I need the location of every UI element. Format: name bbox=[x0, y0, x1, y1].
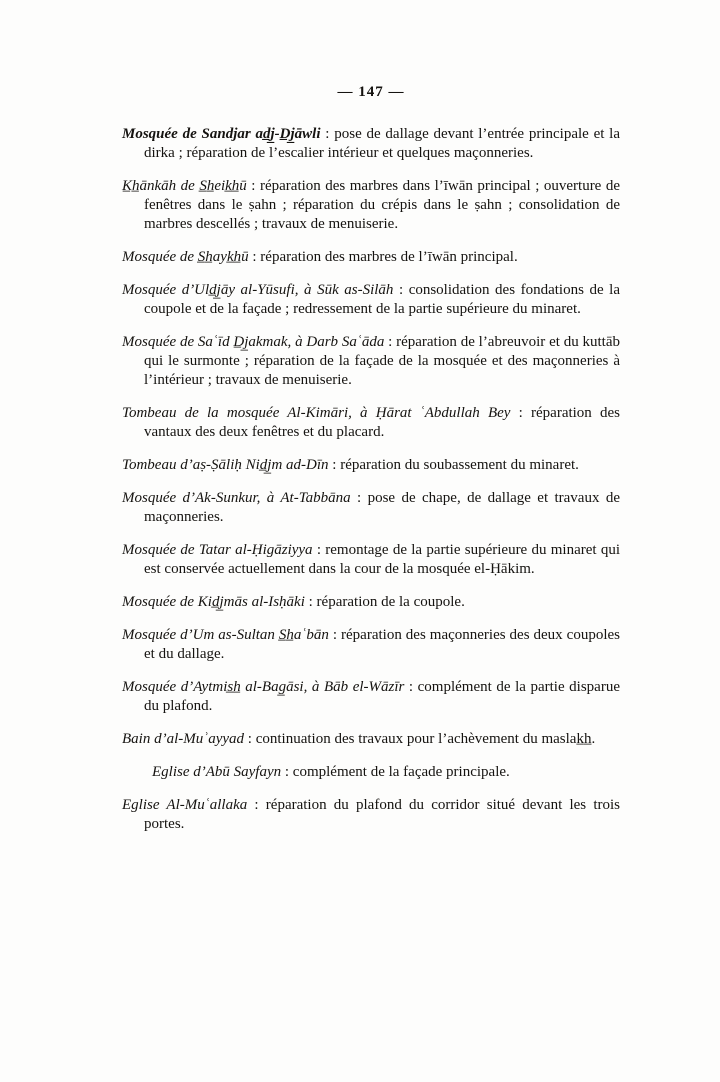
entry-description: : réparation du plafond du corridor situé devant les trois portes. bbox=[144, 797, 620, 832]
entry bbox=[122, 730, 620, 749]
entry-description: : réparation des vantaux des deux fenêtres et du placard. bbox=[144, 405, 620, 440]
monument-name: Tombeau de la mosquée Al-Kimāri, à Ḥārat ʿAbdullah Bey bbox=[122, 405, 511, 421]
entry bbox=[122, 404, 620, 442]
entry bbox=[122, 456, 620, 475]
entry-description: : réparation des marbres de l’īwān principal. bbox=[248, 249, 518, 265]
monument-name: Tombeau d’aṣ-Ṣāliḥ Nid̲j̲m ad-Dīn bbox=[122, 457, 329, 473]
entry-description: : continuation des travaux pour l’achèvement du maslak̲h̲. bbox=[244, 731, 596, 747]
entry-description: : remontage de la partie supérieure du minaret qui est conservée actuellement dans la cour de la mosquée el-Ḥākim. bbox=[144, 542, 620, 577]
monument-name: Mosquée de Saʿīd D̲j̲akmak, à Darb Saʿāda bbox=[122, 334, 385, 350]
entry bbox=[122, 125, 620, 163]
entry bbox=[122, 248, 620, 267]
monument-name: Mosquée d’Uld̲j̲āy al-Yūsufi, à Sūk as-Silāh bbox=[122, 282, 394, 298]
entry bbox=[122, 541, 620, 579]
entry-description: : réparation des maçonneries des deux coupoles et du dallage. bbox=[144, 627, 620, 662]
entry-description: : réparation de l’abreuvoir et du kuttāb qui le surmonte ; réparation de la façade de la mosquée et des maçonneries à l’intérieur ; travaux de menuiserie. bbox=[144, 334, 621, 388]
entry-description: : réparation des marbres dans l’īwān principal ; ouverture de fenêtres dans le ṣahn ; réparation du crépis dans le ṣahn ; consolidation de marbres descellés ; travaux de menuiserie. bbox=[144, 178, 620, 232]
monument-name: Bain d’al-Muʾayyad bbox=[122, 731, 245, 747]
entry bbox=[152, 763, 620, 782]
entry-list bbox=[122, 125, 620, 834]
entry-description: : complément de la partie disparue du plafond. bbox=[144, 679, 620, 714]
monument-name: Mosquée d’Aytmis̲h̲ al-Bag̲āsi, à Bāb el-Wāzīr bbox=[122, 679, 405, 695]
entry-description: : pose de chape, de dallage et travaux de maçonneries. bbox=[144, 490, 620, 525]
monument-name: Mosquée de Sandjar ad̲j̲-D̲j̲āwli bbox=[122, 126, 321, 142]
entry bbox=[122, 333, 620, 390]
monument-name: Mosquée de Kid̲j̲mās al-Isḥāki bbox=[122, 594, 305, 610]
monument-name: K̲h̲ānkāh de S̲h̲eik̲h̲ū bbox=[122, 178, 247, 194]
monument-name: Mosquée de S̲h̲ayk̲h̲ū bbox=[122, 249, 249, 265]
monument-name: Eglise d’Abū Sayfayn bbox=[152, 764, 282, 780]
entry-description: : réparation du soubassement du minaret. bbox=[328, 457, 579, 473]
entry-description: : consolidation des fondations de la coupole et de la façade ; redressement de la partie supérieure du minaret. bbox=[144, 282, 620, 317]
entry-description: : réparation de la coupole. bbox=[304, 594, 465, 610]
monument-name: Mosquée d’Ak-Sunkur, à At-Tabbāna bbox=[122, 490, 351, 506]
entry bbox=[122, 678, 620, 716]
entry bbox=[122, 593, 620, 612]
entry bbox=[122, 489, 620, 527]
monument-name: Mosquée de Tatar al-Ḥigāziyya bbox=[122, 542, 313, 558]
monument-name: Eglise Al-Muʿallaka bbox=[122, 797, 248, 813]
page-number: — 147 — bbox=[337, 84, 405, 100]
entry-description: : pose de dallage devant l’entrée principale et la dirka ; réparation de l’escalier intérieur et quelques maçonneries. bbox=[144, 126, 621, 161]
entry bbox=[122, 626, 620, 664]
entry bbox=[122, 177, 620, 234]
entry bbox=[122, 281, 620, 319]
entry-description: : complément de la façade principale. bbox=[281, 764, 510, 780]
monument-name: Mosquée d’Um as-Sultan S̲h̲aʿbān bbox=[122, 627, 329, 643]
entry bbox=[122, 796, 620, 834]
